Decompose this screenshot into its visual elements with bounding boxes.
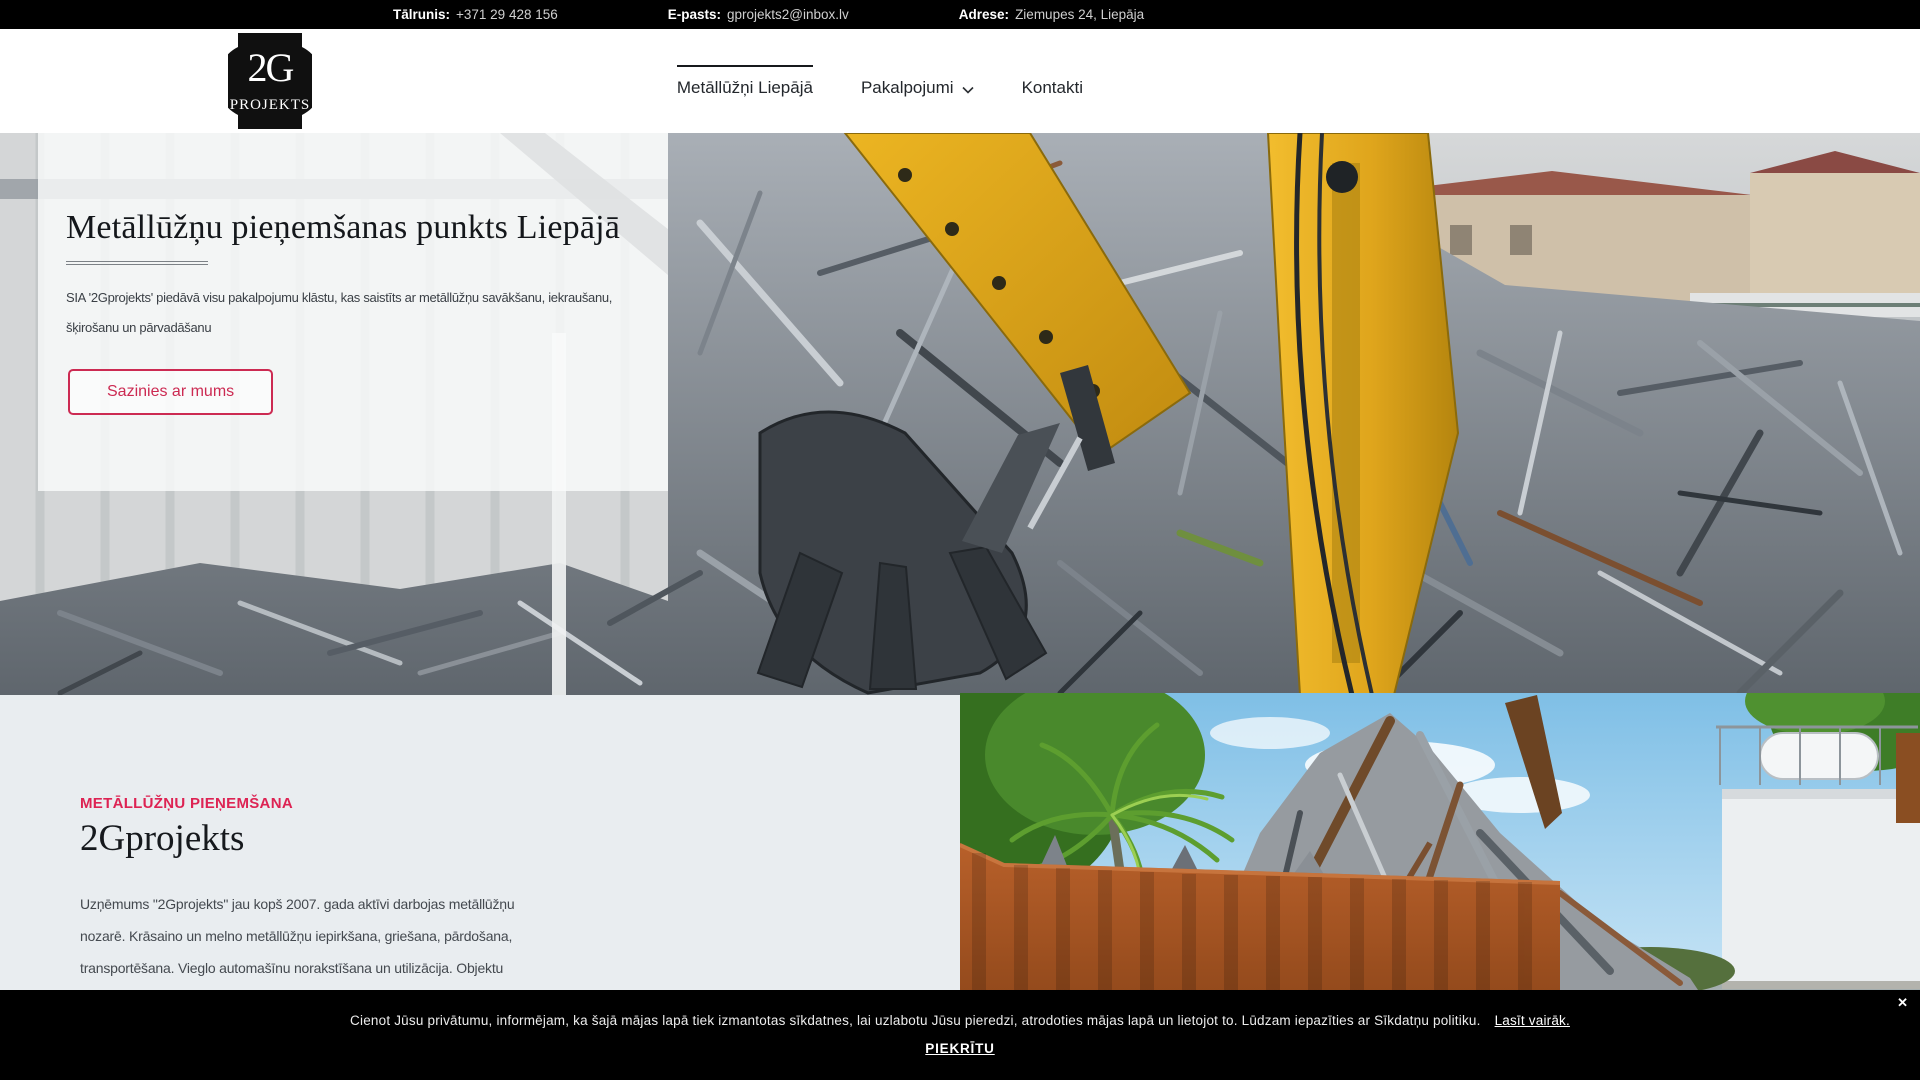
about-paragraph-line: Uzņēmums "2Gprojekts" jau kopš 2007. gada aktīvi darbojas metāllūžņu — [80, 896, 515, 912]
topbar-email — [668, 7, 849, 22]
logo[interactable] — [228, 33, 312, 129]
about-paragraph-line: transportēšana. Vieglo automašīnu norakstīšana un utilizācija. Objektu — [80, 960, 504, 976]
contact-us-button[interactable]: Sazinies ar mums — [68, 369, 273, 415]
hero-description-line: šķirošanu un pārvadāšanu — [66, 320, 212, 335]
about-eyebrow: METĀLLŪŽŅU PIEŅEMŠANA — [80, 795, 293, 812]
main-nav — [677, 29, 1083, 133]
cookie-read-more-link[interactable]: Lasīt vairāk. — [1494, 1013, 1570, 1028]
svg-text:2G: 2G — [247, 45, 293, 90]
nav-item-kontakti[interactable] — [1022, 65, 1083, 98]
address-label: Adrese: — [958, 7, 1010, 22]
topbar-phone — [393, 7, 558, 22]
topbar-address — [959, 7, 1144, 22]
hero-section — [0, 133, 1920, 695]
hero-description-line: SIA '2Gprojekts' piedāvā visu pakalpojumu klāstu, kas saistīts ar metāllūžņu savākšanu, iekraušanu, — [66, 290, 613, 305]
nav-label: Pakalpojumi — [860, 77, 954, 97]
svg-text:PROJEKTS: PROJEKTS — [229, 97, 311, 113]
about-content — [80, 795, 680, 1016]
cookie-message-row — [350, 1013, 1570, 1028]
close-icon[interactable]: ✕ — [1897, 995, 1908, 1010]
email-label: E-pasts: — [667, 7, 722, 22]
about-title: 2Gprojekts — [80, 818, 245, 859]
site-header — [0, 29, 1920, 133]
hero-panel — [38, 133, 668, 491]
about-paragraph-line: nozarē. Krāsaino un melno metāllūžņu iepirkšana, griešana, pārdošana, — [80, 928, 513, 944]
hero-description — [66, 283, 660, 343]
nav-label: Metāllūžņi Liepājā — [676, 77, 813, 97]
hero-title: Metāllūžņu pieņemšanas punkts Liepājā — [66, 209, 621, 246]
phone-value: +371 29 428 156 — [456, 7, 558, 22]
cookie-banner — [0, 990, 1920, 1080]
logo-badge-icon — [228, 33, 312, 129]
nav-label: Kontakti — [1021, 77, 1083, 97]
phone-label: Tālrunis: — [393, 7, 451, 22]
email-value: gprojekts2@inbox.lv — [727, 7, 849, 22]
cookie-accept-button[interactable]: PIEKRĪTU — [925, 1041, 995, 1056]
topbar — [0, 0, 1920, 29]
chevron-down-icon — [962, 79, 974, 99]
nav-item-pakalpojumi[interactable] — [861, 64, 974, 99]
cookie-message: Cienot Jūsu privātumu, informējam, ka šajā mājas lapā tiek izmantotas sīkdatnes, lai uzlabotu Jūsu pieredzi, atrodoties mājas lapā un lietojot to. Lūdzam iepazīties ar Sīkdatņu politiku. — [350, 1013, 1481, 1028]
address-value: Ziemupes 24, Liepāja — [1015, 7, 1145, 22]
nav-item-metalluzni-liepaja[interactable] — [677, 65, 813, 98]
hero-divider — [66, 261, 208, 265]
